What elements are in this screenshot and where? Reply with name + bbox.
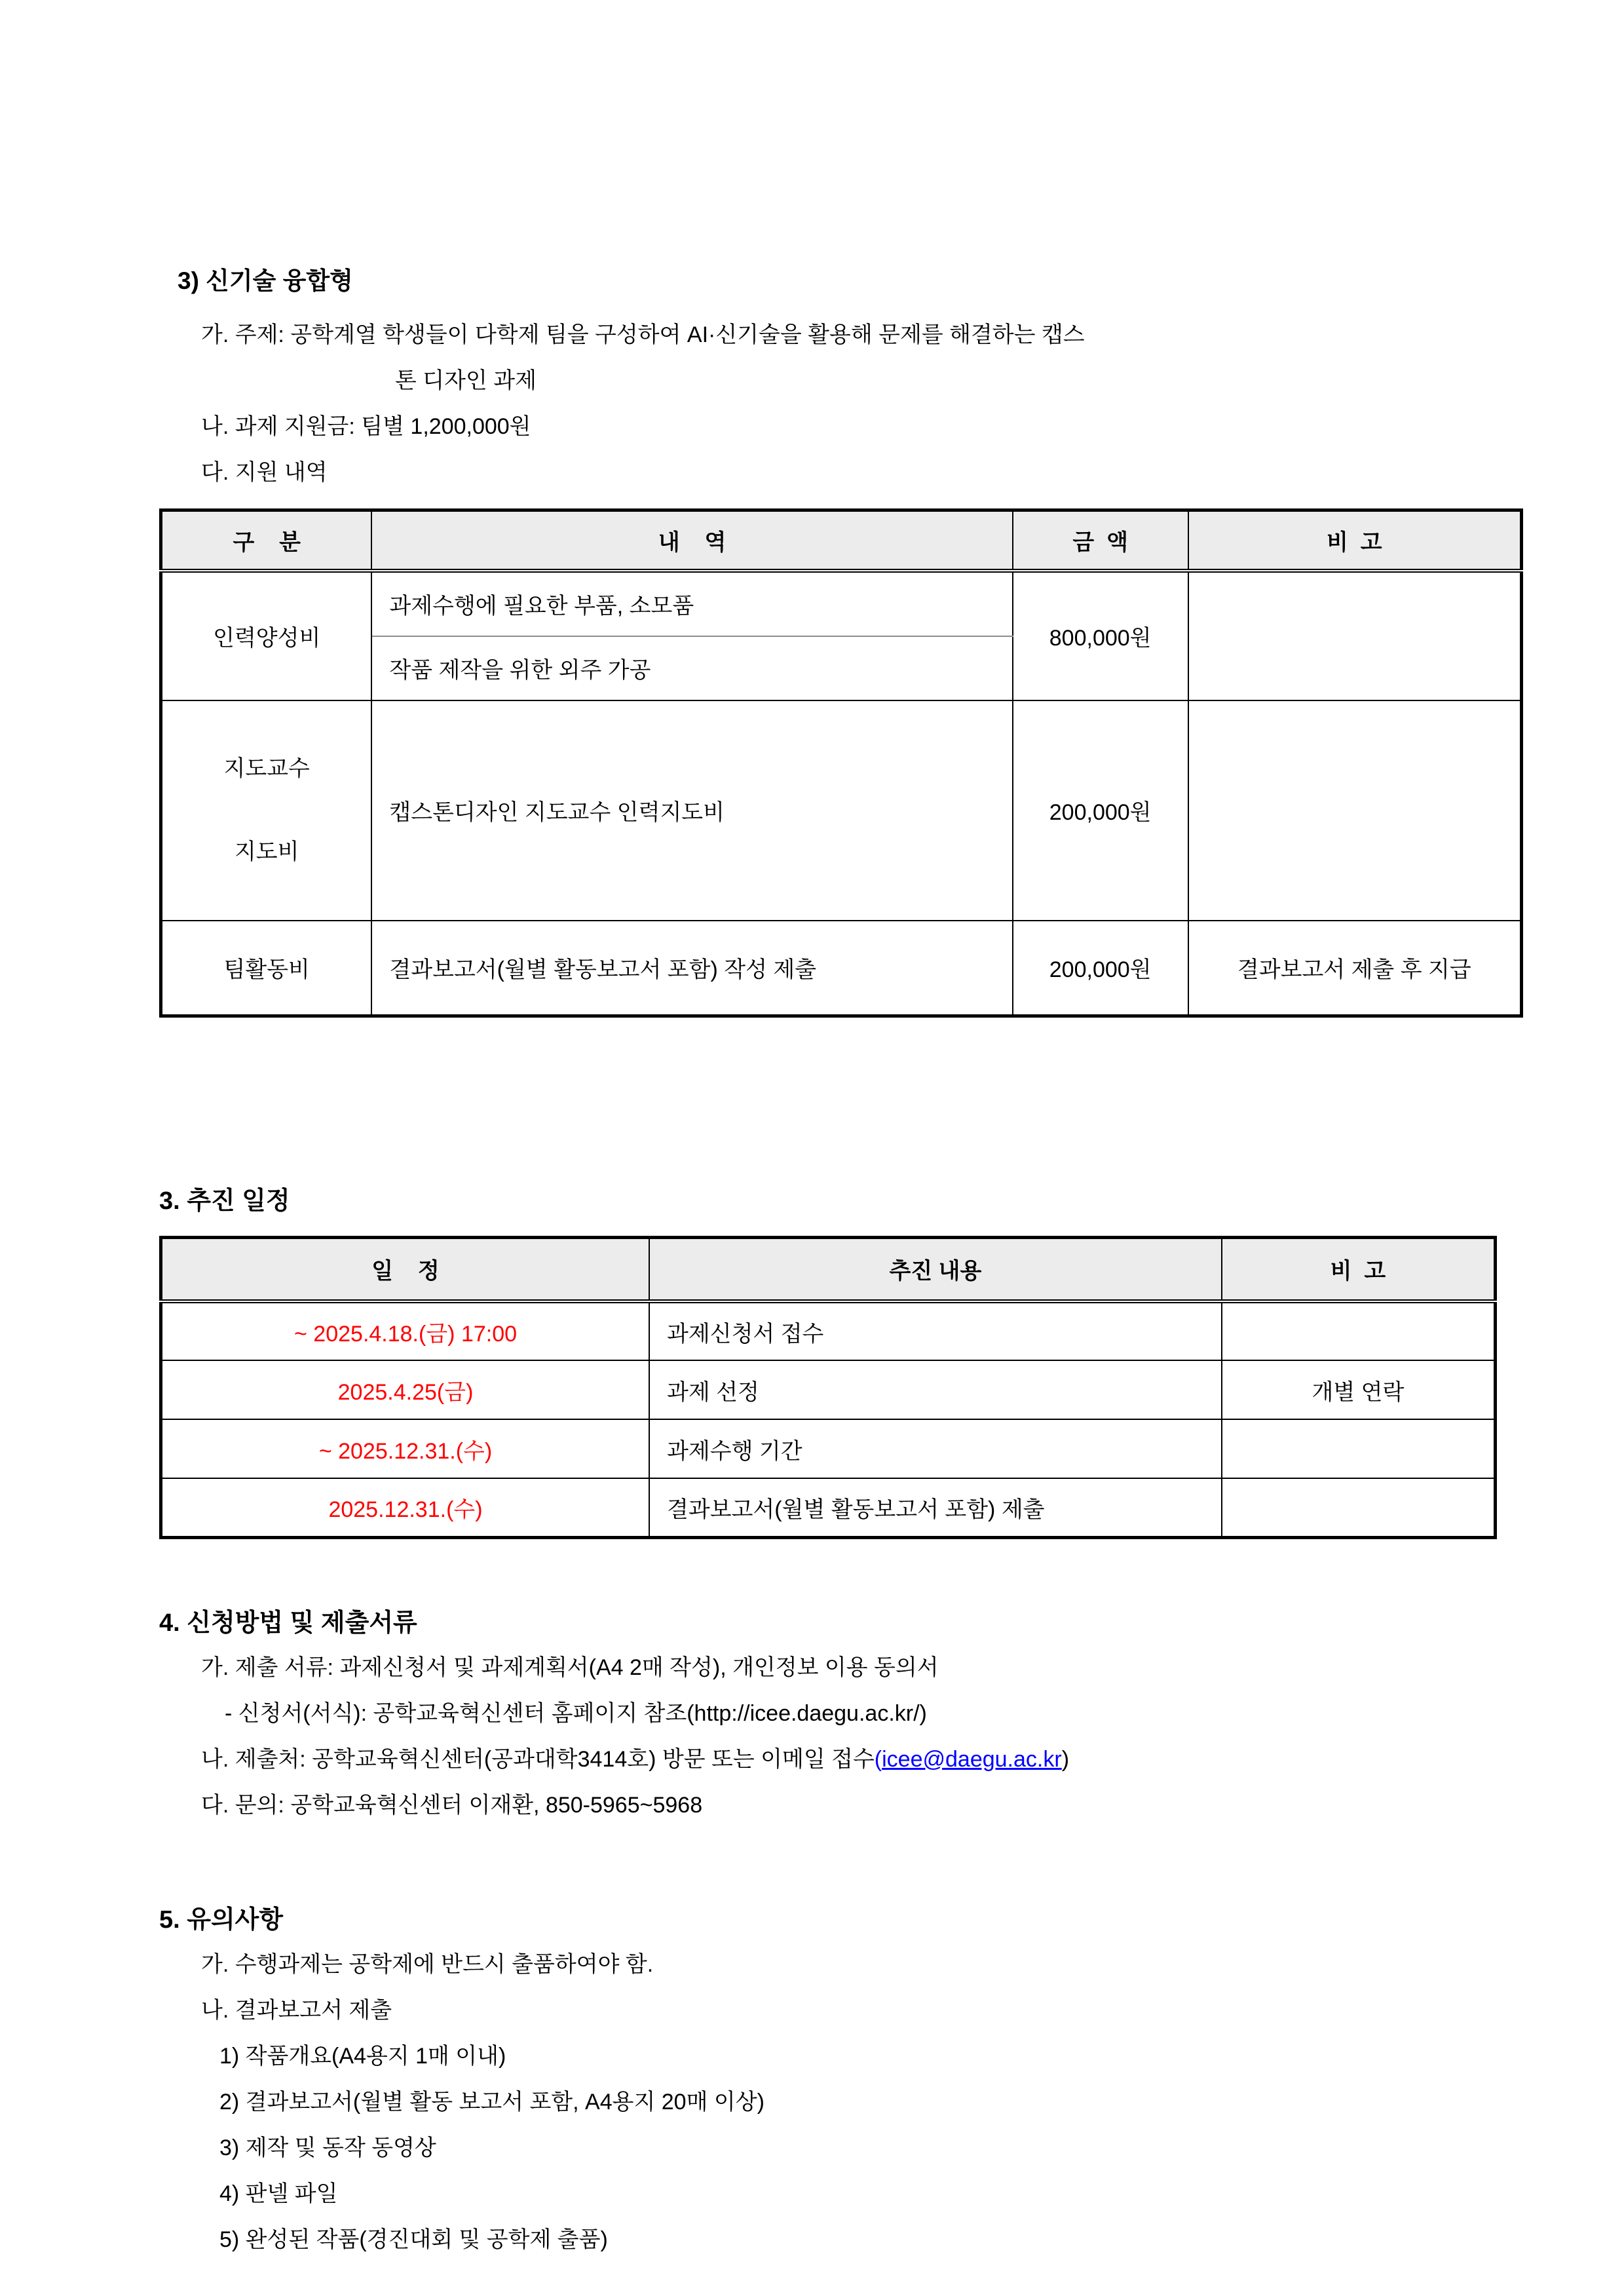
- section-schedule: [159, 1180, 1513, 1539]
- list-item: 2) 결과보고서(월별 활동 보고서 포함, A4용지 20매 이상): [219, 2089, 765, 2114]
- cell-date: ~ 2025.12.31.(수): [161, 1419, 650, 1478]
- apply-documents-line: 가. 제출 서류: 과제신청서 및 과제계획서(A4 2매 작성), 개인정보 이용 동의서: [201, 1655, 939, 1680]
- apply-submit-line: [201, 1736, 1513, 1782]
- col-header-note: 비 고: [1222, 1237, 1496, 1301]
- cell-content: 과제 선정: [649, 1360, 1222, 1419]
- cell-note: [1188, 700, 1522, 921]
- paren-open: (: [874, 1746, 882, 1772]
- apply-form-line: - 신청서(서식): 공학교육혁신센터 홈페이지 참조(http://icee.daegu.ac.kr/): [225, 1700, 927, 1726]
- cell-note: [1222, 1478, 1496, 1537]
- support-table-header-row: [161, 510, 1522, 571]
- schedule-header-row: [161, 1237, 1496, 1301]
- list-item: 1) 작품개요(A4용지 1매 이내): [219, 2043, 506, 2069]
- submit-line-prefix: 나. 제출처: 공학교육혁신센터(공과대학3414호) 방문 또는 이메일 접수: [201, 1746, 875, 1772]
- cell-note: 개별 연락: [1222, 1360, 1496, 1419]
- table-row: [161, 700, 1522, 921]
- cell-date: 2025.12.31.(수): [161, 1478, 650, 1537]
- cell-content: 과제신청서 접수: [649, 1301, 1222, 1360]
- cell-content: 결과보고서(월별 활동보고서 포함) 제출: [649, 1478, 1222, 1537]
- newtech-grant-line: 나. 과제 지원금: 팀별 1,200,000원: [201, 414, 531, 439]
- table-row: [161, 1419, 1496, 1478]
- newtech-topic-line2: 톤 디자인 과제: [395, 368, 537, 393]
- schedule-title: 3. 추진 일정: [159, 1187, 290, 1215]
- cell-category: 팀활동비: [161, 921, 372, 1016]
- cell-note: 결과보고서 제출 후 지급: [1188, 921, 1522, 1016]
- cell-detail: 작품 제작을 위한 외주 가공: [371, 636, 1012, 700]
- cell-note: [1188, 571, 1522, 700]
- table-row: [161, 921, 1522, 1016]
- section-notes: [159, 1899, 1513, 2263]
- cell-amount: 200,000원: [1013, 921, 1188, 1016]
- notes-title: 5. 유의사항: [159, 1905, 284, 1934]
- cell-date: 2025.4.25(금): [161, 1360, 650, 1419]
- cell-content: 과제수행 기간: [649, 1419, 1222, 1478]
- section-newtech: [159, 261, 1513, 1018]
- cell-detail: 결과보고서(월별 활동보고서 포함) 작성 제출: [371, 921, 1012, 1016]
- table-row: [161, 1301, 1496, 1360]
- subsection-title: 3) 신기술 융합형: [178, 267, 353, 294]
- list-item: 5) 완성된 작품(경진대회 및 공학제 출품): [219, 2227, 608, 2252]
- email-link[interactable]: icee@daegu.ac.kr: [882, 1746, 1062, 1772]
- cell-category-line1: 지도교수: [223, 756, 310, 781]
- col-header-amount: 금 액: [1013, 510, 1188, 571]
- newtech-support-line: 다. 지원 내역: [201, 460, 328, 485]
- notes-exhibit-line: 가. 수행과제는 공학제에 반드시 출품하여야 함.: [201, 1951, 654, 1977]
- col-header-content: 추진 내용: [649, 1237, 1222, 1301]
- notes-report-line: 나. 결과보고서 제출: [201, 1997, 392, 2023]
- col-header-detail: 내 역: [371, 510, 1012, 571]
- cell-date: ~ 2025.4.18.(금) 17:00: [161, 1301, 650, 1360]
- list-item: 3) 제작 및 동작 동영상: [219, 2135, 436, 2160]
- list-item: 4) 판넬 파일: [219, 2181, 338, 2206]
- cell-amount: 200,000원: [1013, 700, 1188, 921]
- table-row: [161, 571, 1522, 636]
- apply-contact-line: 다. 문의: 공학교육혁신센터 이재환, 850-5965~5968: [201, 1792, 703, 1818]
- cell-note: [1222, 1419, 1496, 1478]
- cell-detail: 캡스톤디자인 지도교수 인력지도비: [371, 700, 1012, 921]
- cell-category: 인력양성비: [161, 571, 372, 700]
- cell-category-line2: 지도비: [234, 839, 299, 864]
- col-header-note: 비 고: [1188, 510, 1522, 571]
- paren-close: ): [1061, 1746, 1070, 1772]
- newtech-topic-line1: 가. 주제: 공학계열 학생들이 다학제 팀을 구성하여 AI·신기술을 활용해 문제를 해결하는 캡스: [201, 322, 1085, 347]
- table-row: [161, 1360, 1496, 1419]
- apply-title: 4. 신청방법 및 제출서류: [159, 1609, 417, 1637]
- cell-category: [161, 700, 372, 921]
- support-table: [159, 508, 1523, 1018]
- section-apply: [159, 1602, 1513, 1828]
- cell-note: [1222, 1301, 1496, 1360]
- table-row: [161, 1478, 1496, 1537]
- schedule-table: [159, 1236, 1497, 1539]
- cell-detail: 과제수행에 필요한 부품, 소모품: [371, 571, 1012, 636]
- col-header-date: 일 정: [161, 1237, 650, 1301]
- col-header-category: 구 분: [161, 510, 372, 571]
- cell-amount: 800,000원: [1013, 571, 1188, 700]
